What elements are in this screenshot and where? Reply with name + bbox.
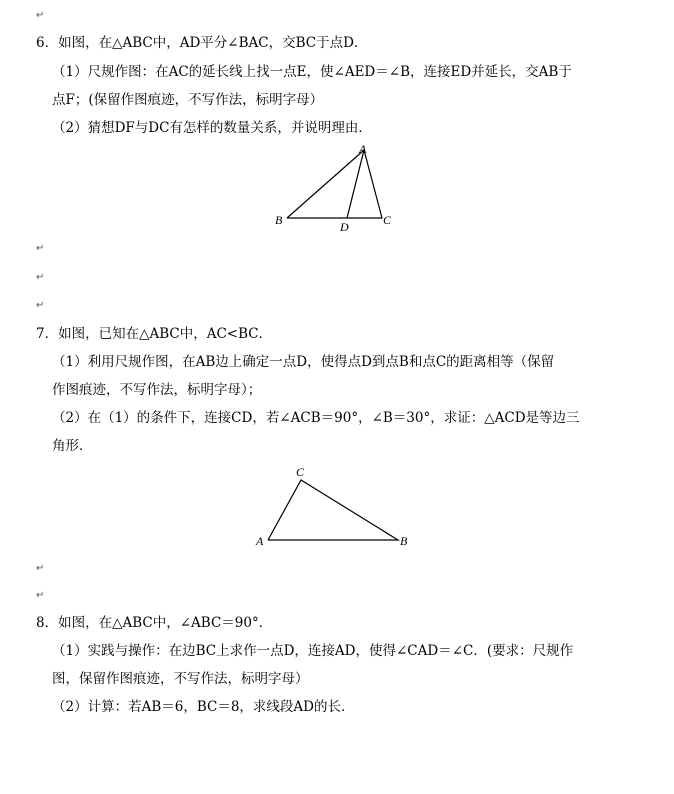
problem-7-part-2: （2）在（1）的条件下，连接CD，若∠ACB＝90°，∠B＝30°，求证：△ACD是等边三 bbox=[52, 410, 580, 426]
paragraph-mark: ↵ bbox=[36, 243, 45, 254]
problem-6-part-1: （1）尺规作图：在AC的延长线上找一点E，使∠AED＝∠B，连接ED并延长，交AB于 bbox=[52, 64, 572, 80]
problem-6-part-1-cont: 点F；(保留作图痕迹，不写作法，标明字母） bbox=[52, 92, 324, 108]
label-C: C bbox=[296, 465, 305, 479]
label-B: B bbox=[400, 534, 408, 548]
label-A: A bbox=[359, 142, 367, 156]
problem-6-part-2: （2）猜想DF与DC有怎样的数量关系，并说明理由． bbox=[52, 120, 372, 136]
paragraph-mark: ↵ bbox=[36, 272, 45, 283]
triangle-figure-6 bbox=[265, 140, 415, 235]
problem-7-part-1: （1）利用尺规作图，在AB边上确定一点D，使得点D到点B和点C的距离相等（保留 bbox=[52, 354, 555, 370]
problem-8-part-1: （1）实践与操作：在边BC上求作一点D，连接AD，使得∠CAD＝∠C．(要求：尺规作 bbox=[52, 643, 574, 659]
problem-6-title: 6．如图，在△ABC中，AD平分∠BAC，交BC于点D． bbox=[36, 35, 368, 51]
paragraph-mark: ↵ bbox=[36, 563, 45, 574]
problem-8-part-2: （2）计算：若AB＝6，BC＝8，求线段AD的长． bbox=[52, 699, 355, 715]
triangle-figure-7 bbox=[250, 462, 430, 552]
problem-8-part-1-cont: 图，保留作图痕迹，不写作法，标明字母） bbox=[52, 671, 309, 687]
problem-7-part-2-cont: 角形． bbox=[52, 438, 93, 454]
problem-8-title: 8．如图，在△ABC中，∠ABC＝90°． bbox=[36, 615, 273, 631]
paragraph-mark: ↵ bbox=[36, 300, 45, 311]
problem-7-part-1-cont: 作图痕迹，不写作法，标明字母）； bbox=[52, 382, 262, 398]
label-C: C bbox=[383, 213, 392, 227]
paragraph-mark: ↵ bbox=[36, 10, 45, 21]
label-A: A bbox=[256, 534, 264, 548]
paragraph-mark: ↵ bbox=[36, 590, 45, 601]
label-D: D bbox=[340, 220, 349, 234]
problem-7-title: 7．如图，已知在△ABC中，AC<BC． bbox=[36, 326, 273, 342]
label-B: B bbox=[275, 213, 283, 227]
